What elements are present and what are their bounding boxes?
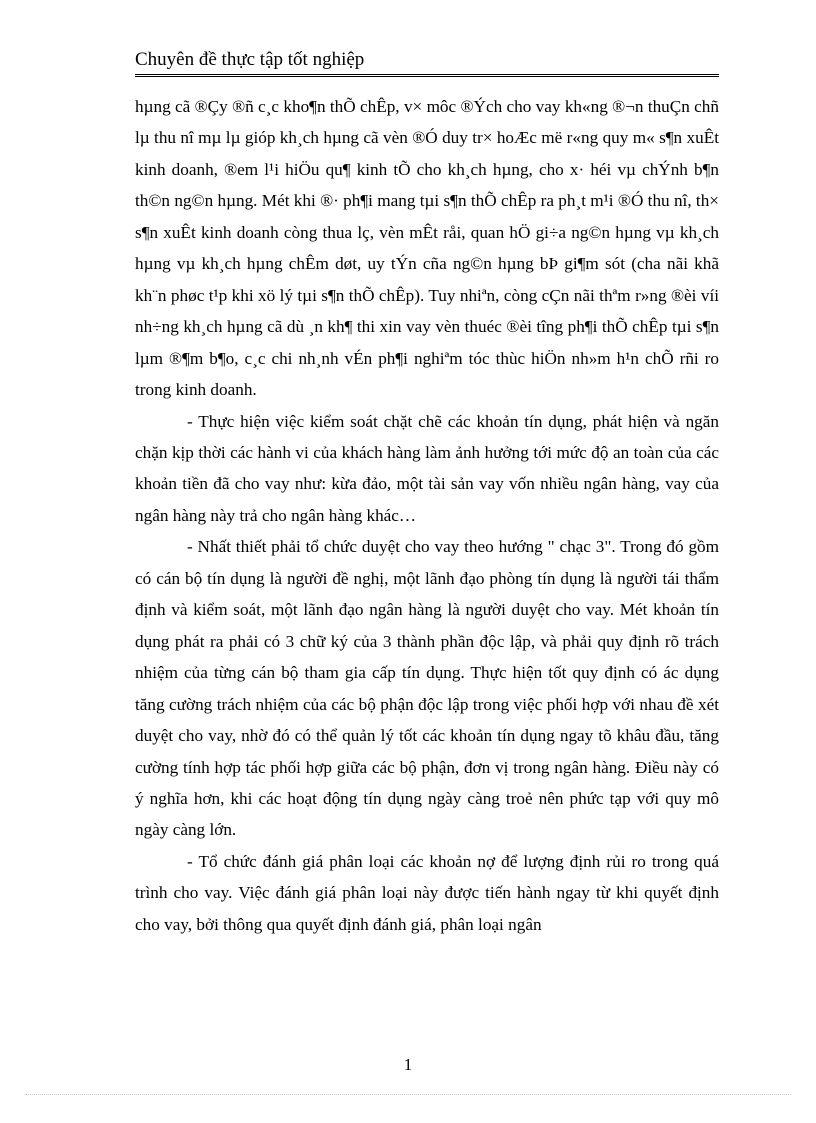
paragraph-1: hµng cã ®Çy ®ñ c¸c kho¶n thÕ chÊp, v× môc ®Ých cho vay kh«ng ®¬n thuÇn chñ lµ thu nî mµ lµ gióp kh¸ch hµng cã vèn ®Ó duy tr× hoÆc më r«ng quy m« s¶n xuÊt kinh doanh, ®em l¹i hiÖu qu¶ kinh tÕ cho kh¸ch hµng, cho x· héi vµ chÝnh b¶n th©n ng©n hµng. Mét khi ®· ph¶i mang tµi s¶n thÕ chÊp ra ph¸t m¹i ®Ó thu nî, th× s¶n xuÊt kinh doanh còng thua lç, vèn mÊt råi, quan hÖ gi÷a ng©n hµng vµ kh¸ch hµng vµ kh¸ch hµng chÊm døt, uy tÝn cña ng©n hµng bÞ gi¶m sót (cha nãi khã kh¨n phøc t¹p khi xö lý tµi s¶n thÕ chÊp). Tuy nhiªn, còng cÇn nãi thªm r»ng ®èi víi nh÷ng kh¸ch hµng cã dù ¸n kh¶ thi xin vay vèn thuéc ®èi tîng ph¶i thÕ chÊp tµi s¶n lµm ®¶m b¶o, c¸c chi nh¸nh vÉn ph¶i nghiªm tóc thùc hiÖn nh»m h¹n chÕ rñi ro trong kinh doanh. [135, 97, 719, 400]
page-bottom-divider [25, 1094, 791, 1095]
paragraph-4: - Tổ chức đánh giá phân loại các khoản nợ để lượng định rủi ro trong quá trình cho vay. Việc đánh giá phân loại này được tiến hành ngay từ khi quyết định cho vay, bởi thông qua quyết định đánh giá, phân loại ngân [135, 851, 719, 934]
paragraph-2: - Thực hiện việc kiểm soát chặt chẽ các khoản tín dụng, phát hiện và ngăn chặn kịp thời các hành vi của khách hàng làm ảnh hưởng tới mức độ an toàn của các khoản tiền đã cho vay như: kừa đảo, một tài sản vay vốn nhiều ngân hàng, vay của ngân hàng này trả cho ngân hàng khác… [135, 411, 719, 525]
paragraph-3: - Nhất thiết phải tổ chức duyệt cho vay theo hướng " chạc 3". Trong đó gồm có cán bộ tín dụng là người đề nghị, một lãnh đạo phòng tín dụng là người tái thẩm định và kiểm soát, một lãnh đạo ngân hàng là người duyệt cho vay. Mét khoản tín dụng phát ra phải có 3 chữ ký của 3 thành phần độc lập, và phải quy định rõ trách nhiệm của từng cán bộ tham gia cấp tín dụng. Thực hiện tốt quy định có ác dụng tăng cường trách nhiệm của các bộ phận độc lập trong việc phối hợp với nhau đề xét duyệt cho vay, nhờ đó có thể quản lý tốt các khoản tín dụng ngay tõ khâu đầu, tăng cường tính hợp tác phối hợp giữa các bộ phận, đơn vị trong ngân hàng. Điều này có ý nghĩa hơn, khi các hoạt động tín dụng ngày càng troẻ nên phức tạp với quy mô ngày càng lớn. [135, 537, 719, 840]
body-text [135, 91, 719, 940]
page-number: 1 [403, 1055, 413, 1074]
page-header: Chuyên đề thực tập tốt nghiệp [135, 48, 719, 77]
